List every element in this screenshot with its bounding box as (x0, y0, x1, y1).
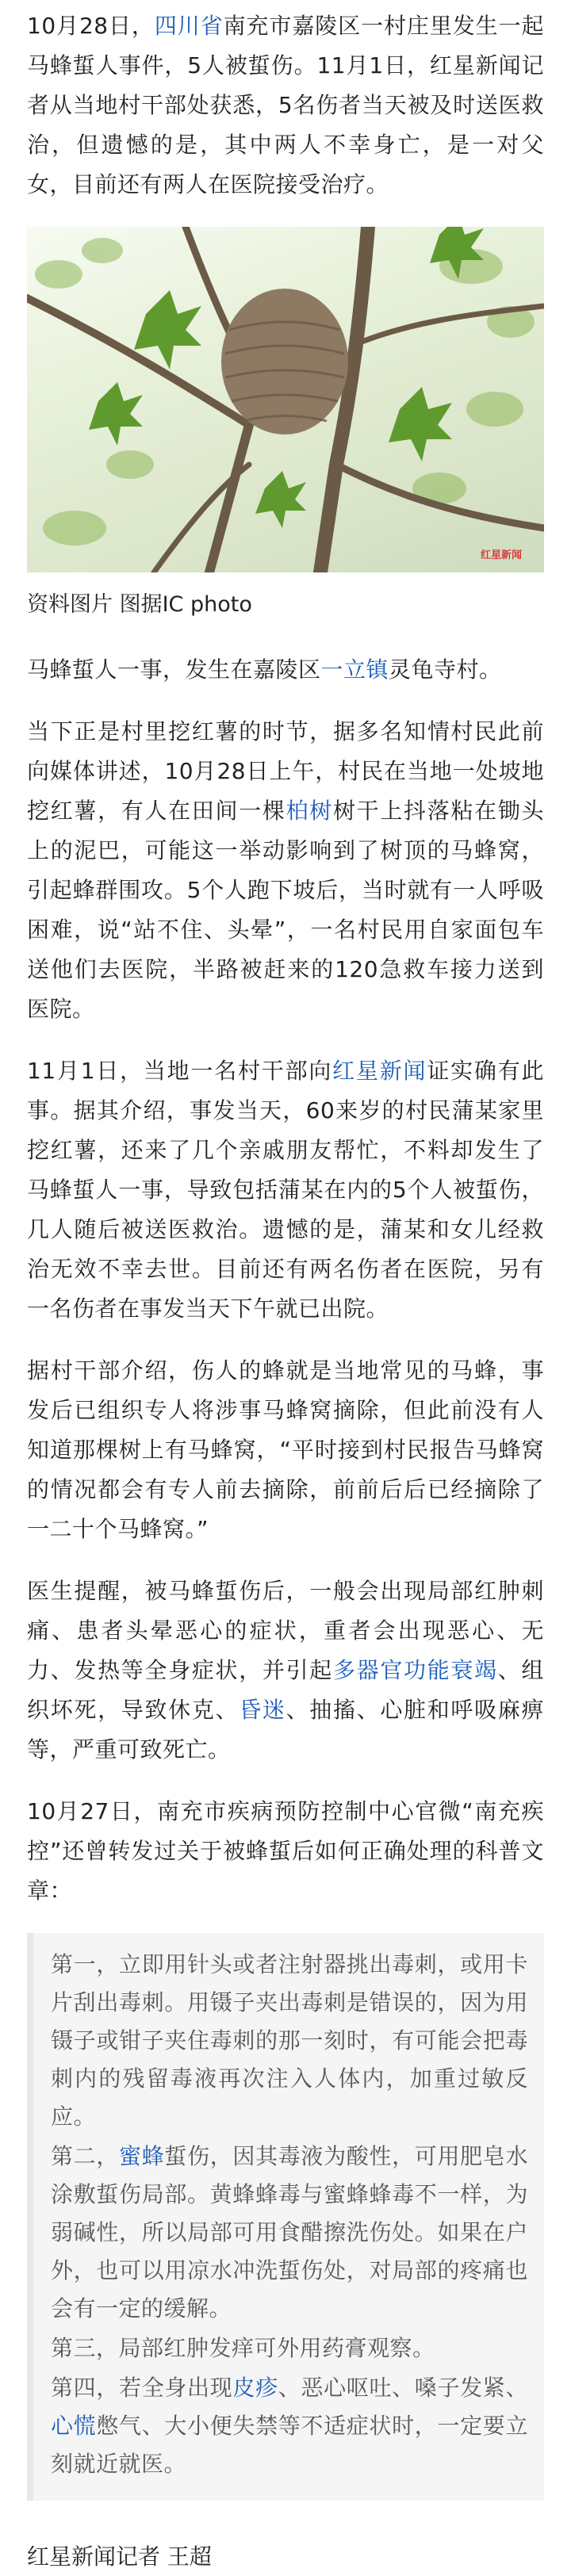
text: 、抽搐、心脏和呼吸麻痹等，严重可致死亡。 (27, 1697, 544, 1763)
text: 马蜂蜇人一事，发生在嘉陵区 (27, 656, 321, 683)
quote-step-3: 第三，局部红肿发痒可外用药膏观察。 (51, 2335, 435, 2361)
paragraph-incident (27, 712, 544, 1029)
photo-caption: 资料图片 图据IC photo (27, 592, 252, 617)
wasp-nest-photo (27, 227, 544, 572)
paragraph-location (27, 650, 544, 690)
reporter-signature: 红星新闻记者 王超 (27, 2543, 212, 2570)
photo-watermark: 红星新闻 (480, 549, 522, 561)
link-yili-town[interactable]: 一立镇 (320, 656, 389, 683)
text: 树干上抖落粘在锄头上的泥巴，可能这一举动影响到了树顶的马蜂窝，引起蜂群围攻。5个人跑下坡后，当时就有一人呼吸困难，说“站不住、头晕”，一名村民用自家面包车送他们去医院，半路被赶来的120急救车接力送到医院。 (27, 798, 544, 1022)
text: 第四，若全身出现 (51, 2375, 233, 2401)
photo-illustration (27, 227, 544, 572)
text: 当下正是村里挖红薯的时节，据多名知情村民此前向媒体讲述，10月28日上午，村民在当地一处坡地挖红薯，有人在田间一棵 (27, 718, 544, 824)
paragraph-village-official: 据村干部介绍，伤人的蜂就是当地常见的马蜂，事发后已组织专人将涉事马蜂窝摘除，但此前没有人知道那棵树上有马蜂窝，“平时接到村民报告马蜂窝的情况都会有专人前去摘除，前前后后已经摘除了一二十个马蜂窝。” (27, 1357, 544, 1542)
blockquote-first-aid (27, 1933, 544, 2501)
quote-step-4 (51, 2369, 528, 2483)
paragraph-intro (27, 0, 544, 205)
quote-step-1: 第一，立即用针头或者注射器挑出毒刺，或用卡片刮出毒刺。用镊子夹出毒刺是错误的，因为用镊子或钳子夹住毒刺的那一刻时，有可能会把毒刺内的残留毒液再次注入人体内，加重过敏反应。 (51, 1951, 528, 2130)
text: 蜇伤，因其毒液为酸性，可用肥皂水涂敷蜇伤局部。黄蜂蜂毒与蜜蜂蜂毒不一样，为弱碱性，所以局部可用食醋擦洗伤处。如果在户外，也可以用凉水冲洗蜇伤处，对局部的疼痛也会有一定的缓解。 (51, 2143, 528, 2321)
text: 、恶心呕吐、嗓子发紧、 (278, 2375, 528, 2401)
text: 南充市嘉陵区一村庄里发生一起马蜂蜇人事件，5人被蜇伤。11月1日，红星新闻记者从当地村干部处获悉，5名伤者当天被及时送医救治，但遗憾的是，其中两人不幸身亡，是一对父女，目前还有两人在医院接受治疗。 (27, 13, 544, 197)
text: 11月1日，当地一名村干部向 (27, 1058, 333, 1084)
text: 、组织坏死，导致休克、 (27, 1657, 544, 1723)
paragraph-doctor-advice (27, 1571, 544, 1770)
link-hongxing-news[interactable]: 红星新闻 (332, 1058, 427, 1084)
paragraph-confirmation (27, 1051, 544, 1329)
text: 灵龟寺村。 (389, 656, 502, 683)
link-honeybee[interactable]: 蜜蜂 (119, 2143, 165, 2169)
link-rash[interactable]: 皮疹 (232, 2375, 278, 2401)
link-organ-failure[interactable]: 多器官功能衰竭 (332, 1657, 498, 1683)
link-coma[interactable]: 昏迷 (239, 1697, 286, 1723)
text: 医生提醒，被马蜂蜇伤后，一般会出现局部红肿刺痛、患者头晕恶心的症状，重者会出现恶心、无力、发热等全身症状，并引起 (27, 1578, 544, 1683)
quote-step-2 (51, 2138, 528, 2328)
text: 憋气、大小便失禁等不适症状时，一定要立刻就近就医。 (51, 2413, 528, 2477)
link-palpitation[interactable]: 心慌 (51, 2413, 97, 2439)
text: 第二， (51, 2143, 120, 2169)
text: 证实确有此事。据其介绍，事发当天，60来岁的村民蒲某家里挖红薯，还来了几个亲戚朋友帮忙，不料却发生了马蜂蜇人一事，导致包括蒲某在内的5个人被蜇伤，几人随后被送医救治。遗憾的是，蒲某和女儿经救治无效不幸去世。目前还有两名伤者在医院，另有一名伤者在事发当天下午就已出院。 (27, 1058, 544, 1322)
text: 10月28日， (27, 13, 155, 39)
paragraph-cdc: 10月27日，南充市疾病预防控制中心官微“南充疾控”还曾转发过关于被蜂蜇后如何正确处理的科普文章： (27, 1798, 544, 1904)
link-cypress[interactable]: 柏树 (286, 798, 333, 824)
link-sichuan[interactable]: 四川省 (154, 13, 224, 39)
